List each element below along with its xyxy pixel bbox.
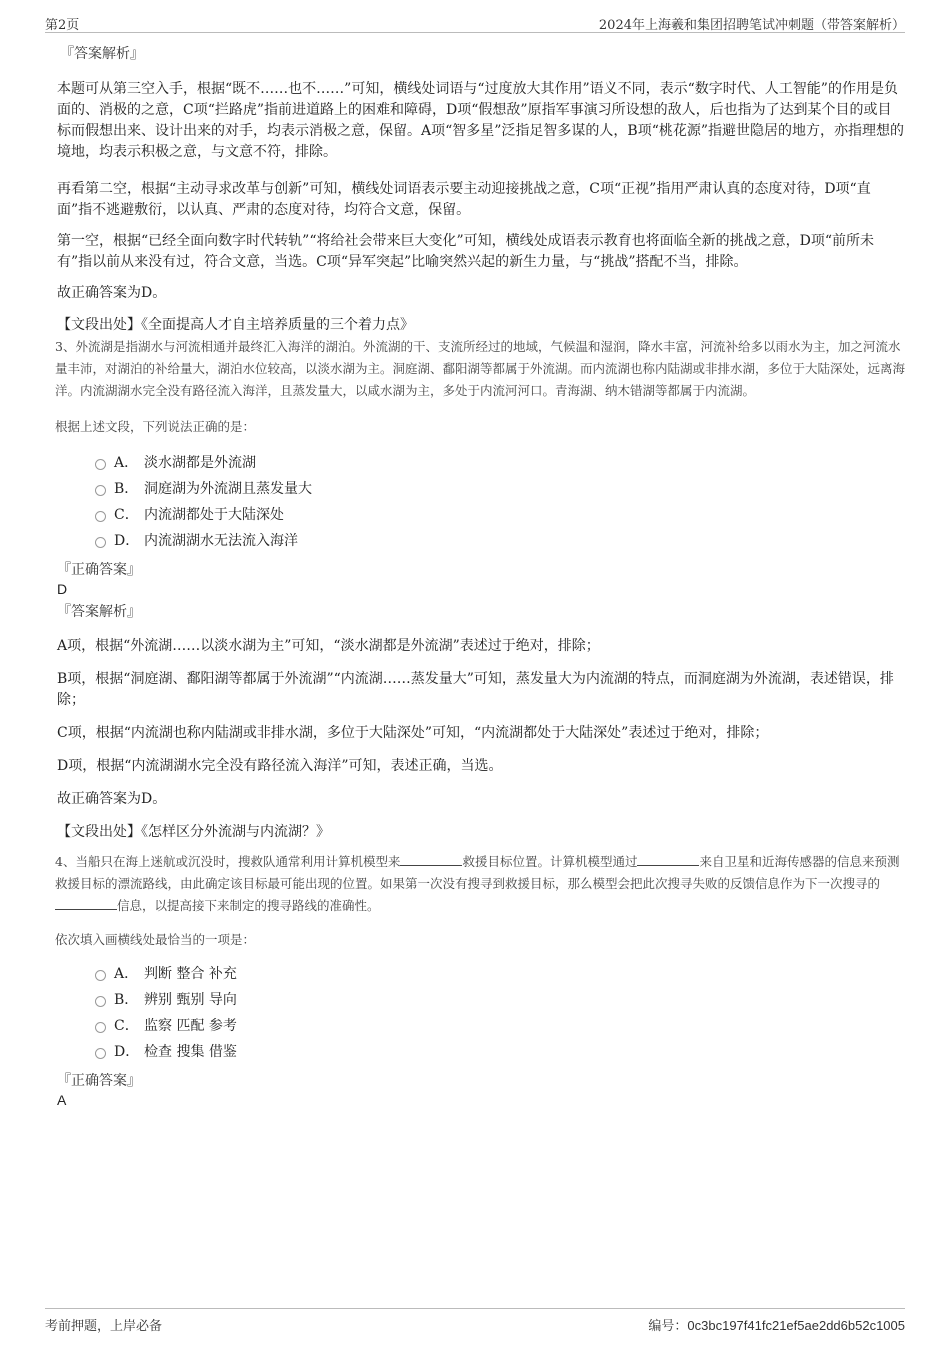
correct-answer-label: 『正确答案』 [57,562,141,578]
radio-button[interactable] [95,1048,106,1059]
option-d[interactable]: D． 内流湖湖水无法流入海洋 [95,528,905,554]
source-citation: 【文段出处】《怎样区分外流湖与内流湖？》 [57,824,330,840]
question-prompt: 依次填入画横线处最恰当的一项是： [55,932,256,947]
analysis-paragraph: 再看第二空，根据“主动寻求改革与创新”可知，横线处词语表示要主动迎接挑战之意，C项“正视”指用严肃认真的态度对待，D项“直面”指不逃避敷衍，以认真、严肃的态度对待，均符合文意，保留。 [57,181,871,218]
page-header [45,10,905,33]
radio-button[interactable] [95,485,106,496]
page-content [57,44,905,1109]
question-text: 3、外流湖是指湖水与河流相通并最终汇入海洋的湖泊。外流湖的干、支流所经过的地域，气候温和湿润，降水丰富，河流补给多以雨水为主，加之河流水量丰沛，对湖泊的补给量大，湖泊水位较高，以淡水湖为主。洞庭湖、鄱阳湖等都属于外流湖。而内流湖也称内陆湖或非排水湖，多位于大陆深处，远离海洋。内流湖湖水完全没有路径流入海洋，且蒸发量大，以咸水湖为主，多处于内流河河口。青海湖、纳木错湖等都属于内流湖。 [55,339,906,398]
fill-blank [400,854,462,866]
analysis-paragraph: D项，根据“内流湖湖水完全没有路径流入海洋”可知，表述正确，当选。 [57,758,503,774]
analysis-label: 『答案解析』 [57,604,141,620]
source-citation: 【文段出处】《全面提高人才自主培养质量的三个着力点》 [57,317,414,333]
answer-conclusion: 故正确答案为D。 [57,791,167,807]
correct-answer-label: 『正确答案』 [57,1073,141,1089]
fill-blank [55,898,117,910]
page-number: 第2页 [45,18,80,33]
document-title: 2024年上海羲和集团招聘笔试冲刺题（带答案解析） [598,18,905,33]
option-a[interactable]: A． 淡水湖都是外流湖 [95,450,905,476]
option-b[interactable]: B． 辨别 甄别 导向 [95,987,905,1013]
radio-button[interactable] [95,459,106,470]
analysis-paragraph: 第一空，根据“已经全面向数字时代转轨”“将给社会带来巨大变化”可知，横线处成语表示教育也将面临全新的挑战之意，D项“前所未有”指以前从来没有过，符合文意，当选。C项“异军突起”比喻突然兴起的新生力量，与“挑战”搭配不当，排除。 [57,233,875,270]
option-list [95,961,905,1065]
correct-answer: A [57,1092,67,1108]
option-c[interactable]: C． 监察 匹配 参考 [95,1013,905,1039]
analysis-paragraph: A项，根据“外流湖……以淡水湖为主”可知，“淡水湖都是外流湖”表述过于绝对，排除； [57,638,600,654]
radio-button[interactable] [95,1022,106,1033]
answer-conclusion: 故正确答案为D。 [57,285,167,301]
option-d[interactable]: D． 检查 搜集 借鉴 [95,1039,905,1065]
analysis-paragraph: B项，根据“洞庭湖、鄱阳湖等都属于外流湖”“内流湖……蒸发量大”可知，蒸发量大为内流湖的特点，而洞庭湖为外流湖，表述错误，排除； [57,671,894,708]
page-footer [45,1308,905,1333]
radio-button[interactable] [95,511,106,522]
analysis-paragraph: C项，根据“内流湖也称内陆湖或非排水湖，多位于大陆深处”可知，“内流湖都处于大陆深处”表述过于绝对，排除； [57,725,769,741]
analysis-label: 『答案解析』 [60,46,144,62]
correct-answer: D [57,581,68,597]
fill-blank [637,854,699,866]
option-a[interactable]: A． 判断 整合 补充 [95,961,905,987]
question-text: 4、当船只在海上迷航或沉没时，搜救队通常利用计算机模型来 救援目标位置。计算机模型通过 来自卫星和近海传感器的信息来预测救援目标的漂流路线，由此确定该目标最可能出现的位置。如果第一次没有搜寻到救援目标，那么模型会把此次搜寻失败的反馈信息作为下一次搜寻的信息，以提高接下来制定的搜寻路线的准确性。 [55,854,900,913]
option-b[interactable]: B． 洞庭湖为外流湖且蒸发量大 [95,476,905,502]
serial-number: 编号：0c3bc197f41fc21ef5ae2dd6b52c1005 [648,1318,905,1334]
option-c[interactable]: C． 内流湖都处于大陆深处 [95,502,905,528]
option-list [95,450,905,554]
question-prompt: 根据上述文段，下列说法正确的是： [55,419,256,434]
analysis-paragraph: 本题可从第三空入手，根据“既不……也不……”可知，横线处词语与“过度放大其作用”语义不同，表示“数字时代、人工智能”的作用是负面的、消极的之意，C项“拦路虎”指前进道路上的困难和障碍，D项“假想敌”原指军事演习所设想的敌人，后也指为了达到某个目的或目标而假想出来、设计出来的对手，均表示消极之意，保留。A项“智多星”泛指足智多谋的人，B项“桃花源”指避世隐居的地方，亦指理想的境地，均表示积极之意，与文意不符，排除。 [57,81,905,160]
radio-button[interactable] [95,970,106,981]
radio-button[interactable] [95,996,106,1007]
footer-motto: 考前押题，上岸必备 [45,1319,163,1334]
radio-button[interactable] [95,537,106,548]
